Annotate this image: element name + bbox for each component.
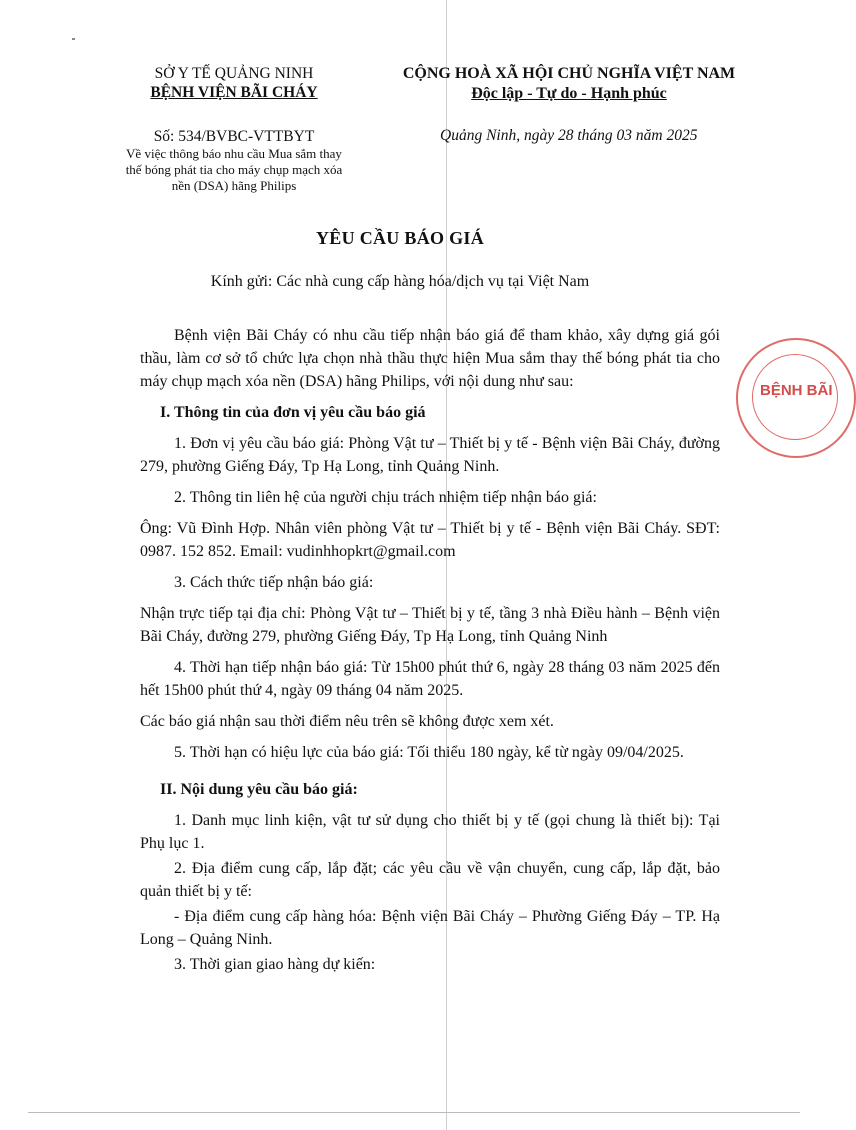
s1-item-3: 3. Cách thức tiếp nhận báo giá: [174,574,374,591]
s1-item-1: 1. Đơn vị yêu cầu báo giá: Phòng Vật tư – Thiết bị y tế - Bệnh viện Bãi Cháy, đường 279, phường Giếng Đáy, Tp Hạ Long, tỉnh Quảng Ninh. [140,435,720,475]
document-subject: Về việc thông báo nhu cầu Mua sắm thay thế bóng phát tia cho máy chụp mạch xóa nền (DSA) hãng Philips [125,146,343,193]
document-body [140,324,720,978]
official-stamp [736,338,856,458]
document-title: YÊU CẦU BÁO GIÁ [315,228,484,248]
national-header [374,64,764,104]
intro-paragraph: Bệnh viện Bãi Cháy có nhu cầu tiếp nhận báo giá để tham khảo, xây dựng giá gói thầu, làm cơ sở tổ chức lựa chọn nhà thầu thực hiện Mua sắm thay thế bóng phát tia cho máy chụp mạch xóa nền (DSA) hãng Philips, với nội dung như sau: [140,327,720,390]
document-reference [120,127,348,194]
issuer-header [100,64,368,102]
greeting: Kính gửi: Các nhà cung cấp hàng hóa/dịch vụ tại Việt Nam [210,273,590,290]
document-number: Số: 534/BVBC-VTTBYT [153,128,315,145]
org-parent: SỞ Y TẾ QUẢNG NINH [154,65,314,82]
motto: Độc lập - Tự do - Hạnh phúc [471,85,667,102]
s2-item-3: 3. Thời gian giao hàng dự kiến: [174,956,376,973]
section-2-heading: II. Nội dung yêu cầu báo giá: [160,781,358,798]
s2-item-1: 1. Danh mục linh kiện, vật tư sử dụng cho thiết bị y tế (gọi chung là thiết bị): Tại Phụ lục 1. [140,812,720,852]
country-name: CỘNG HOÀ XÃ HỘI CHỦ NGHĨA VIỆT NAM [402,65,736,82]
document-date: Quảng Ninh, ngày 28 tháng 03 năm 2025 [440,127,698,144]
scan-speck [72,38,75,40]
org-name: BỆNH VIỆN BÃI CHÁY [150,84,318,101]
s1-item-4: 4. Thời hạn tiếp nhận báo giá: Từ 15h00 phút thứ 6, ngày 28 tháng 03 năm 2025 đến hết 15h00 phút thứ 4, ngày 09 tháng 04 năm 2025. [140,659,720,699]
section-1-heading: I. Thông tin của đơn vị yêu cầu báo giá [160,404,426,421]
s1-item-3-detail: Nhận trực tiếp tại địa chỉ: Phòng Vật tư – Thiết bị y tế, tầng 3 nhà Điều hành – Bệnh viện Bãi Cháy, đường 279, phường Giếng Đáy, Tp Hạ Long, tỉnh Quảng Ninh [140,605,720,645]
s1-item-2-detail: Ông: Vũ Đình Hợp. Nhân viên phòng Vật tư – Thiết bị y tế - Bệnh viện Bãi Cháy. SĐT: 0987. 152 852. Email: vudinhhopkrt@gmail.com [140,520,720,560]
scan-bottom-edge [28,1112,800,1113]
s2-item-2-detail: - Địa điểm cung cấp hàng hóa: Bệnh viện Bãi Cháy – Phường Giếng Đáy – TP. Hạ Long – Quảng Ninh. [140,908,720,948]
stamp-text: BỆNH BÃI [760,382,833,399]
s1-item-4-note: Các báo giá nhận sau thời điểm nêu trên sẽ không được xem xét. [140,713,554,730]
s1-item-2: 2. Thông tin liên hệ của người chịu trách nhiệm tiếp nhận báo giá: [174,489,597,506]
s2-item-2: 2. Địa điểm cung cấp, lắp đặt; các yêu cầu về vận chuyển, cung cấp, lắp đặt, bảo quản thiết bị y tế: [140,860,720,900]
s1-item-5: 5. Thời hạn có hiệu lực của báo giá: Tối thiểu 180 ngày, kể từ ngày 09/04/2025. [174,744,684,761]
